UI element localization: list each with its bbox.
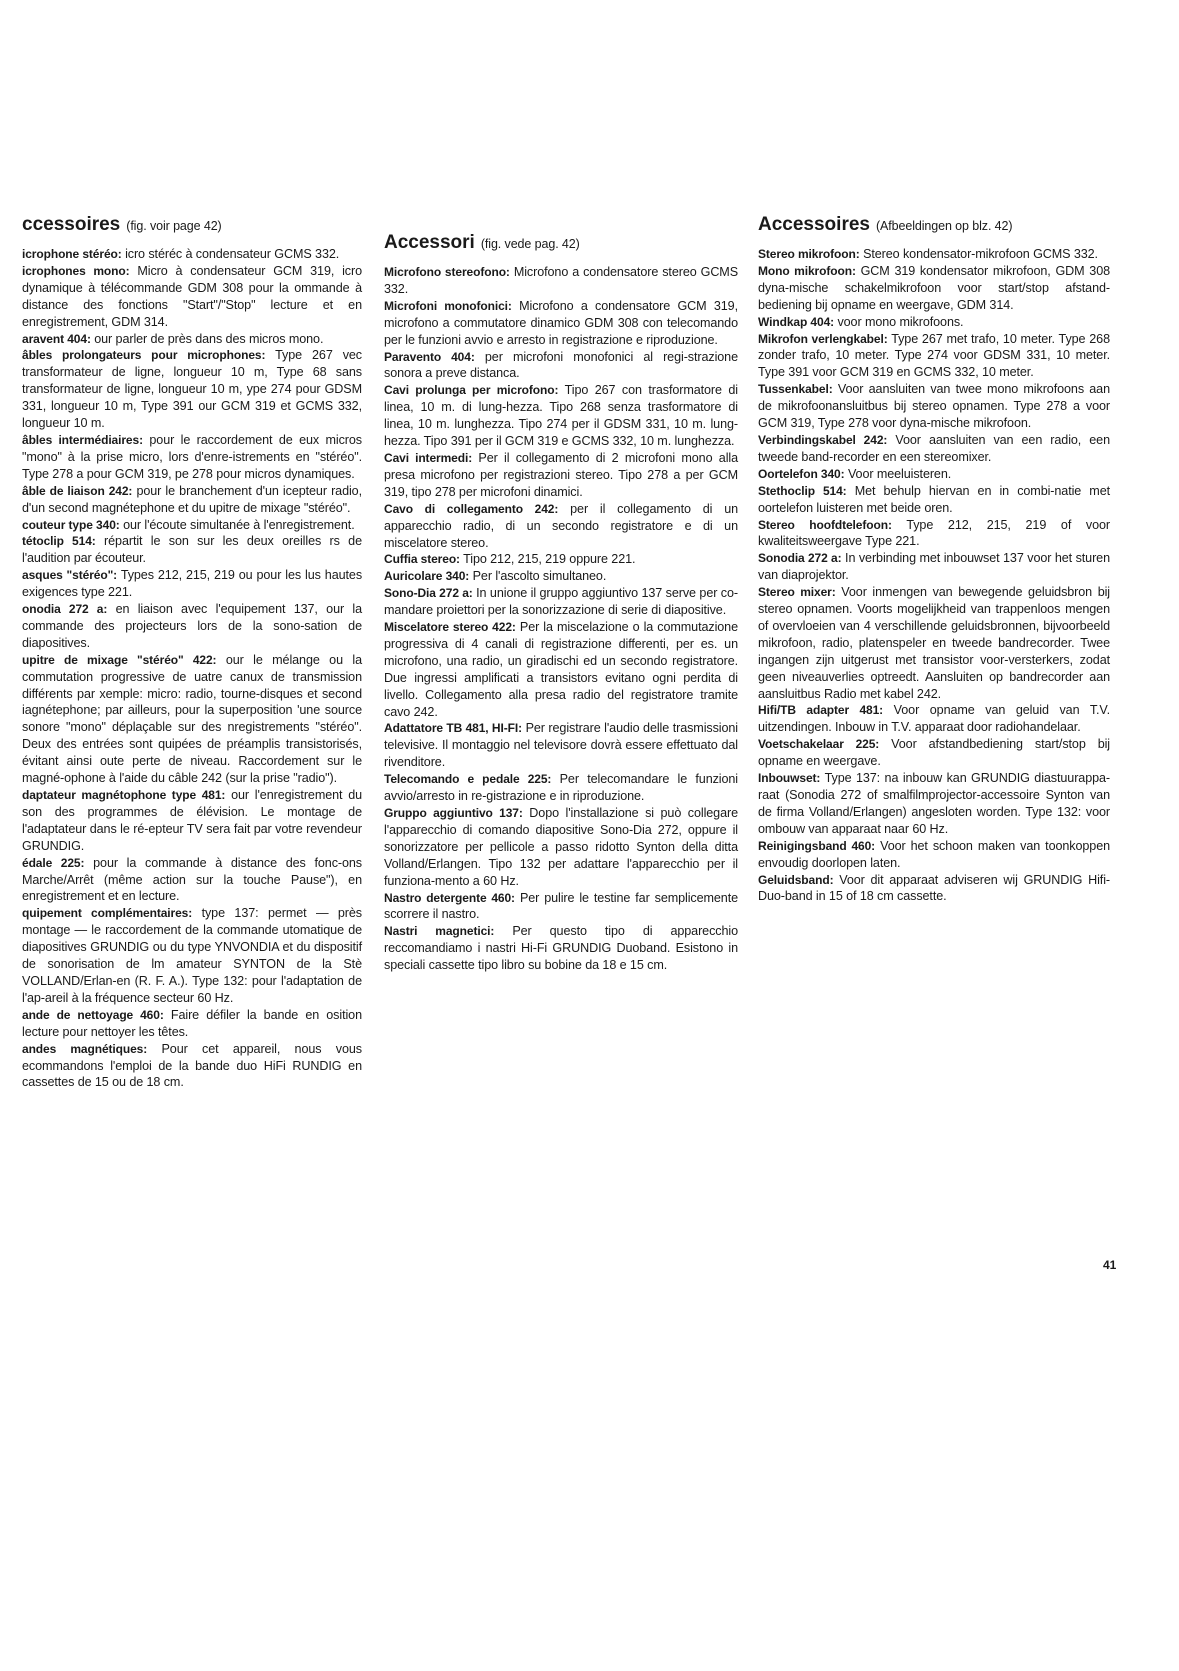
accessory-term: Windkap 404: — [758, 314, 835, 329]
accessory-description: voor mono mikrofoons. — [837, 314, 964, 329]
accessory-list — [22, 246, 362, 1091]
accessory-description: Voor inmengen van bewegende geluidsbron bij stereo opnamen. Voorts mogelijkheid van trappenloos mengen of overvloeien van 4 verschillende geluidsbronnen, bijvoorbeeld mikrofoon, radio, platenspeler en tweede bandrecorder. Twee ingangen zijn uitgerust met transistor voor-versterkers, zodat geen niveauverlies optreedt. Aansluiten op bandrecorder aan aansluitbus Radio met kabel 242. — [758, 585, 1111, 701]
accessory-description: Micro à condensateur GCM 319, icro dynamique à télécommande GDM 308 pour la ommande à distance des fonctions "Start"/"Stop" lecture et en enregistrement, GDM 314. — [22, 263, 362, 329]
accessory-term: Cavi prolunga per microfono: — [384, 383, 559, 398]
accessory-term: Verbindingskabel 242: — [758, 432, 888, 447]
accessory-term: Oortelefon 340: — [758, 466, 845, 481]
accessory-term: quipement complémentaires: — [22, 906, 193, 921]
accessory-description: Per telecomandare le funzioni avvio/arresto in re-gistrazione e in riproduzione. — [384, 772, 738, 804]
accessory-description: Met behulp hiervan en in combi-natie met oortelefon luisteren met beide oren. — [758, 483, 1111, 515]
accessory-description: Per la miscelazione o la commutazione progressiva di 4 canali di registrazione differenti, per es. un microfono, una radio, un giradischi ed un secondo registratore. Due ingressi amplificati a transistors evitano ogni perdita di livello. Collegamento alla presa radio del registratore tramite cavo 242. — [384, 620, 738, 719]
accessory-description: our le mélange ou la commutation progressive de uatre canux de transmission différents par xemple: micro: radio, tourne-disques et second iagnétephone; par ailleurs, pour la superposition 'une source sonore "mono" déplaçable sur des nregistrements "stéréo". Deux des entrées sont quipées de préamplis transistorisés, évitant ainsi oute perte de niveau. Raccordement sur le magné-ophone à l'aide du câble 242 (sur la prise "radio"). — [22, 652, 362, 786]
accessory-description: pour la commande à distance des fonc-ons Marche/Arrêt (même action sur la touche Pause"), en enregistrement et en lecture. — [22, 855, 362, 904]
accessory-term: icrophone stéréo: — [22, 247, 122, 261]
accessory-entry — [384, 551, 738, 568]
accessory-entry — [22, 787, 362, 855]
accessory-description: Pour cet appareil, nous vous ecommandons l'emploi de la bande duo HiFi RUNDIG en cassettes de 15 ou de 18 cm. — [22, 1041, 362, 1090]
accessory-term: icrophones mono: — [22, 263, 130, 278]
accessory-entry — [758, 381, 1110, 432]
accessory-term: âbles intermédiaires: — [22, 432, 143, 447]
accessory-description: Voor aansluiten van twee mono mikrofoons aan de mikrofoonansluitbus bij stereo opnamen. Type 278 a voor GCM 319, Type 278 voor dyna-mische mikrofoon. — [758, 382, 1110, 431]
accessory-description: Faire défiler la bande en osition lecture pour nettoyer les têtes. — [22, 1007, 362, 1039]
accessory-entry — [384, 264, 738, 298]
accessory-description: In verbinding met inbouwset 137 voor het sturen van diaprojektor. — [758, 551, 1110, 583]
accessory-term: Gruppo aggiuntivo 137: — [384, 806, 523, 820]
accessory-entry — [758, 872, 1110, 906]
column-title: Accessoires — [758, 214, 870, 235]
accessory-description: Type 267 vec transformateur de ligne, longueur 10 m, Type 68 sans transformateur de ligne, longueur 10 m, ype 274 pour GDSM 331, longueur 10 m, Type 391 our GCM 319 et GCMS 332, longueur 10 m. — [22, 348, 362, 431]
accessory-term: Mono mikrofoon: — [758, 263, 856, 278]
accessory-term: Telecomando e pedale 225: — [384, 772, 552, 787]
accessory-entry — [758, 517, 1110, 551]
accessory-description: GCM 319 kondensator mikrofoon, GDM 308 dyna-mische schakelmikrofoon voor start/stop afstand-bediening bij opname en weergave, GDM 314. — [758, 263, 1110, 312]
accessory-description: en liaison avec l'equipement 137, our la commande des projecteurs lors de la sono-sation de diapositives. — [22, 602, 362, 650]
accessory-entry — [384, 349, 738, 383]
accessory-term: Stereo mikrofoon: — [758, 247, 860, 261]
accessory-description: Per l'ascolto simultaneo. — [472, 569, 607, 584]
column-heading — [22, 213, 362, 238]
accessory-term: aravent 404: — [22, 331, 91, 346]
accessory-entry — [758, 550, 1110, 584]
accessory-entry — [384, 771, 738, 805]
accessory-description: Voor aansluiten van een radio, een tweede band-recorder en een stereomixer. — [758, 432, 1110, 464]
accessory-entry — [22, 1007, 362, 1041]
accessory-description: our l'enregistrement du son des programmes de élévision. Le montage de l'adaptateur dans le ré-epteur TV sera fait par votre revendeur GRUNDIG. — [22, 788, 363, 853]
accessory-description: Types 212, 215, 219 ou pour les lus hautes exigences type 221. — [22, 568, 363, 600]
figure-reference: (fig. voir page 42) — [126, 219, 222, 233]
accessory-term: Geluidsband: — [758, 872, 834, 887]
accessory-term: Stereo hoofdtelefoon: — [758, 517, 892, 532]
accessory-entry — [384, 585, 738, 619]
accessory-description: Tipo 212, 215, 219 oppure 221. — [463, 552, 636, 567]
accessory-term: Mikrofon verlengkabel: — [758, 331, 888, 346]
accessory-term: Cavi intermedi: — [384, 450, 473, 465]
accessory-description: per microfoni monofonici al regi-strazione sonora a preve distanca. — [384, 349, 738, 381]
accessory-description: Per questo tipo di apparecchio reccomandiamo i nastri Hi-Fi GRUNDIG Duoband. Esistono in speciali cassette tipo libro su bobine da 18 e 15 cm. — [384, 924, 738, 973]
column-heading — [758, 213, 1110, 238]
accessory-term: Cuffia stereo: — [384, 552, 460, 567]
accessory-description: our l'écoute simultanée à l'enregistrement. — [123, 517, 355, 532]
accessory-entry — [384, 805, 738, 890]
accessory-term: Microfono stereofono: — [384, 265, 510, 279]
accessory-term: upitre de mixage "stéréo" 422: — [22, 652, 217, 667]
accessory-entry — [758, 466, 1110, 483]
french-column — [22, 213, 362, 1091]
accessory-entry — [22, 246, 362, 263]
figure-reference: (Afbeeldingen op blz. 42) — [875, 219, 1013, 233]
accessory-term: couteur type 340: — [22, 517, 120, 532]
accessory-term: ande de nettoyage 460: — [22, 1007, 164, 1022]
accessory-entry — [758, 584, 1110, 702]
italian-column — [384, 231, 738, 974]
accessory-entry — [758, 483, 1110, 517]
accessory-description: In unione il gruppo aggiuntivo 137 serve per co-mandare proiettori per la sonorizzazione di serie di diapositive. — [384, 586, 738, 618]
accessory-entry — [758, 770, 1110, 838]
accessory-entry — [384, 501, 738, 552]
accessory-entry — [22, 263, 362, 331]
accessory-term: Voetschakelaar 225: — [758, 737, 880, 752]
page-number: 41 — [1103, 1258, 1117, 1272]
accessory-description: Microfono a condensatore GCM 319, microfono a commutatore dinamico GDM 308 con telecomando per le funzioni avvio e arresto in registrazione e riproduzione. — [384, 298, 738, 347]
accessory-term: âbles prolongateurs pour microphones: — [22, 348, 266, 363]
accessory-entry — [384, 720, 738, 771]
accessory-entry — [22, 432, 362, 483]
accessory-term: édale 225: — [22, 855, 85, 870]
accessory-term: Auricolare 340: — [384, 569, 470, 584]
accessory-entry — [758, 702, 1110, 736]
accessory-description: Per pulire le testine far semplicemente scorrere il nastro. — [384, 890, 739, 922]
dutch-column — [758, 213, 1110, 905]
accessory-entry — [758, 736, 1110, 770]
accessory-description: Stereo kondensator-mikrofoon GCMS 332. — [863, 247, 1098, 261]
figure-reference: (fig. vede pag. 42) — [480, 237, 580, 251]
accessory-term: Microfoni monofonici: — [384, 298, 512, 313]
column-title: Accessori — [384, 232, 475, 253]
accessory-description: Voor meeluisteren. — [847, 466, 952, 481]
accessory-description: pour le raccordement de eux micros "mono" à la prise micro, lors d'enre-istrements en "stéréo". Type 278 a pour GCM 319, pe 278 pour micros dynamiques. — [22, 432, 362, 481]
accessory-description: icro stéréc à condensateur GCMS 332. — [125, 247, 340, 261]
accessory-list — [758, 246, 1110, 905]
accessory-entry — [384, 382, 738, 450]
accessory-entry — [758, 246, 1110, 263]
accessory-term: Sonodia 272 a: — [758, 551, 842, 566]
accessory-term: Hifi/TB adapter 481: — [758, 703, 884, 718]
accessory-entry — [22, 601, 362, 652]
accessory-term: Nastro detergente 460: — [384, 890, 515, 905]
accessory-term: Sono-Dia 272 a: — [384, 586, 473, 601]
accessory-term: tétoclip 514: — [22, 534, 96, 549]
accessory-term: Adattatore TB 481, HI-FI: — [384, 721, 522, 736]
accessory-term: Nastri magnetici: — [384, 924, 495, 939]
accessory-description: répartit le son sur les deux oreilles rs de l'audition par écouteur. — [22, 534, 362, 566]
accessory-term: Reinigingsband 460: — [758, 838, 876, 853]
accessory-description: Voor afstandbediening start/stop bij opname en weergave. — [758, 737, 1110, 769]
accessory-entry — [758, 838, 1110, 872]
accessory-term: Inbouwset: — [758, 771, 821, 786]
accessory-entry — [758, 331, 1110, 382]
accessory-description: Voor dit apparaat adviseren wij GRUNDIG Hifi-Duo-band in 15 of 18 cm cassette. — [758, 872, 1110, 904]
accessory-description: per il collegamento di un apparecchio radio, di un secondo registratore e di un miscelatore stereo. — [384, 501, 738, 550]
accessory-term: Stereo mixer: — [758, 585, 836, 600]
accessory-term: Paravento 404: — [384, 349, 475, 364]
accessory-entry — [22, 533, 362, 567]
accessory-description: Per il collegamento di 2 microfoni mono alla presa microfono per registrazioni stereo. Tipo 278 a per GCM 319, tipo 278 per microfoni dinamici. — [384, 450, 738, 499]
accessory-term: asques "stéréo": — [22, 568, 118, 583]
accessory-term: Miscelatore stereo 422: — [384, 620, 516, 635]
accessory-entry — [758, 432, 1110, 466]
accessory-description: pour le branchement d'un icepteur radio, d'un second magnétephone et du upitre de mixage "stéréo". — [22, 483, 362, 515]
accessory-description: Voor opname van geluid van T.V. uitzendingen. Inbouw in T.V. apparaat door radiohandelaar. — [758, 703, 1110, 735]
accessory-entry — [384, 923, 738, 974]
accessory-term: andes magnétiques: — [22, 1041, 148, 1056]
accessory-description: Type 212, 215, 219 of voor kwaliteitsweergave Type 221. — [758, 517, 1111, 549]
accessory-entry — [384, 298, 738, 349]
accessory-entry — [22, 347, 362, 432]
accessory-term: Stethoclip 514: — [758, 483, 847, 498]
accessory-term: âble de liaison 242: — [22, 483, 133, 498]
accessory-entry — [22, 905, 362, 1006]
accessory-entry — [22, 652, 362, 787]
accessory-description: Per registrare l'audio delle trasmissioni televisive. Il montaggio nel televisore dovrà essere effettuato dal rivenditore. — [384, 721, 738, 770]
accessory-term: Tussenkabel: — [758, 382, 833, 397]
accessory-entry — [22, 1041, 362, 1092]
column-heading — [384, 231, 738, 256]
accessory-entry — [758, 263, 1110, 314]
accessory-description: our parler de près dans des micros mono. — [94, 331, 324, 346]
column-title: ccessoires — [22, 214, 121, 235]
accessory-entry — [22, 483, 362, 517]
accessory-description: Microfono a condensatore stereo GCMS 332. — [384, 265, 738, 296]
accessory-entry — [22, 567, 362, 601]
accessory-description: Tipo 267 con trasformatore di linea, 10 m. di lung-hezza. Tipo 268 senza trasformatore di linea, 10 m. lunghezza. Tipo 274 per il GDSM 331, 10 m. lung-hezza. Tipo 391 per il GCM 319 e GCMS 332, 10 m. lunghezza. — [384, 383, 738, 449]
accessory-description: Dopo l'installazione si può collegare l'apparecchio di comando diapositive Sono-Dia 272, oppure il sonorizzatore per pellicole a passo ridotto Synton della ditta Volland/Erlangen. Tipo 132 per adattare l'apparecchio per il funziona-mento a 60 Hz. — [384, 806, 738, 888]
accessory-term: onodia 272 a: — [22, 602, 108, 617]
accessory-entry — [22, 517, 362, 534]
accessory-entry — [384, 890, 738, 924]
accessory-description: Type 267 met trafo, 10 meter. Type 268 zonder trafo, 10 meter. Type 274 voor GDSM 331, 10 meter. Type 391 voor GCM 319 en GCMS 332, 10 meter. — [758, 331, 1110, 380]
accessory-entry — [758, 314, 1110, 331]
accessory-list — [384, 264, 738, 974]
accessory-entry — [22, 855, 362, 906]
accessory-entry — [384, 619, 738, 720]
accessory-entry — [384, 450, 738, 501]
accessory-description: type 137: permet — près montage — le raccordement de la commande utomatique de diapositives GRUNDIG ou du type YNVONDIA et du dispositif de sonorisation de lm amateur SYNTON de la Stè VOLLAND/Erlan-en (R. F. A.). Type 132: pour l'adaptation de l'ap-areil à la fréquence secteur 60 Hz. — [22, 906, 362, 1005]
accessory-term: Cavo di collegamento 242: — [384, 501, 559, 516]
accessory-description: Type 137: na inbouw kan GRUNDIG diastuurappa-raat (Sonodia 272 of smalfilmprojector-accessoire Synton van de firma Volland/Erlangen) angesloten worden. Type 132: voor ombouw van apparaat naar 60 Hz. — [758, 771, 1111, 836]
accessory-entry — [384, 568, 738, 585]
accessory-entry — [22, 331, 362, 348]
accessory-description: Voor het schoon maken van toonkoppen envoudig doorlopen laten. — [758, 838, 1111, 870]
accessory-term: daptateur magnétophone type 481: — [22, 788, 226, 802]
